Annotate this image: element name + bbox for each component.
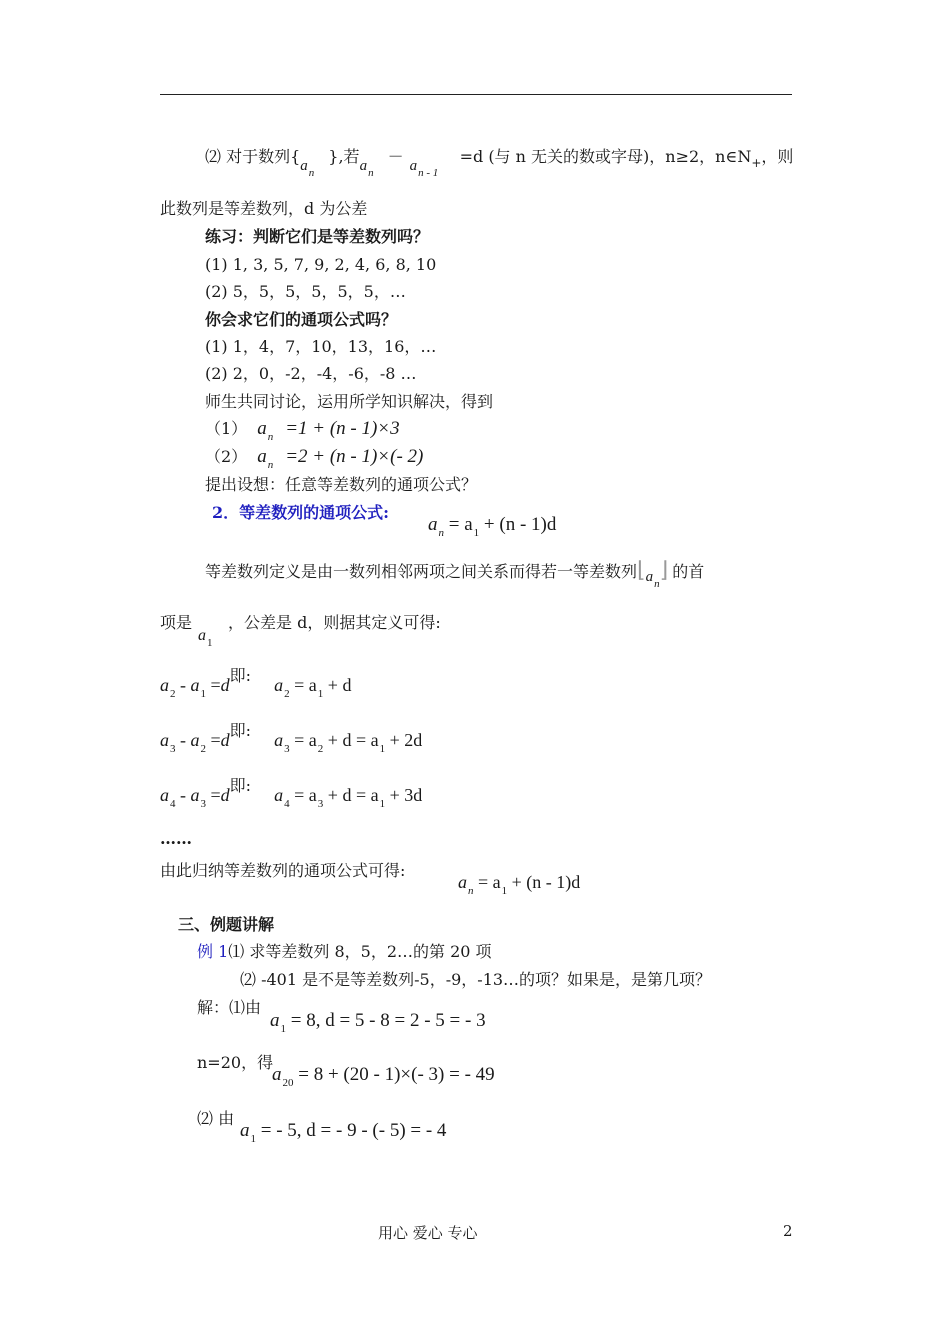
formula-item-2: (2) 2，0，-2，-4，-6，-8 …: [205, 364, 417, 383]
step-row-2: $a_3 - a_2 =d$即: $a_3 = a_2 + d = a_1 + 2d$: [160, 721, 423, 755]
formula-item-1: (1) 1，4，7，10，13，16，…: [205, 337, 437, 356]
ellipsis: ……: [160, 829, 192, 848]
solution-2-label: ⑵ 由: [197, 1109, 235, 1128]
example-1-question-1: 例 1⑴ 求等差数列 8，5，2…的第 20 项: [197, 942, 492, 961]
example-1-question-2: ⑵ -401 是不是等差数列-5，-9，-13…的项？如果是，是第几项？: [240, 970, 712, 989]
practice-item-2: (2) 5，5，5，5，5，5，…: [205, 282, 406, 301]
header-rule: [160, 94, 792, 95]
solution-equation-2: $a_{20} = 8 + (20 - 1)\times(-$ 3) = - 49: [272, 1064, 495, 1089]
answer-2: （2） $a_n =2 + (n - 1)\times(-$ 2): [205, 446, 424, 471]
solution-equation-3: $a_1$ = - 5, d = - 9 - (- 5) = - 4: [240, 1120, 447, 1145]
step-row-1: $a_2 - a_1 =d$即: $a_2 = a_1 + d$: [160, 666, 352, 700]
footer-motto: 用心 爱心 专心: [378, 1224, 478, 1242]
definition-line: ⑵ 对于数列$\{a_n\}$,若$a_n- a_{n - 1}=d$ (与 n 无关的数或字母)，n≥2，$n\in N_+$，则: [205, 147, 794, 179]
definition-paragraph-cont: 项是$a_1$，公差是 d，则据其定义可得:: [160, 613, 441, 649]
definition-paragraph: 等差数列定义是由一数列相邻两项之间关系而得若一等差数列$⌊a_n⌋$ 的首: [205, 557, 705, 590]
section-2-formula: $a_n = a_1 + (n - 1)d$: [428, 514, 557, 539]
solution-equation-1: $a_1 = 8$, d = 5 - 8 = 2 - 5 = - 3: [270, 1010, 486, 1035]
discussion-text: 师生共同讨论，运用所学知识解决，得到: [205, 392, 494, 411]
answer-1: （1） $a_n =1 + (n - 1)\times 3$: [205, 418, 400, 443]
page-number: 2: [783, 1222, 793, 1240]
conjecture-text: 提出设想：任意等差数列的通项公式？: [205, 475, 478, 494]
practice-title: 练习：判断它们是等差数列吗？: [205, 227, 430, 246]
solution-n20-label: n=20，得: [197, 1053, 274, 1072]
formula-question: 你会求它们的通项公式吗？: [205, 310, 398, 329]
practice-item-1: (1) 1, 3, 5, 7, 9, 2, 4, 6, 8, 10: [205, 255, 437, 274]
definition-cont: 此数列是等差数列，d 为公差: [160, 199, 368, 218]
induction-text: 由此归纳等差数列的通项公式可得:: [160, 861, 406, 880]
step-row-3: $a_4 - a_3 =d$即: $a_4 = a_3 + d = a_1 + 3d$: [160, 776, 423, 810]
solution-label: 解：⑴由: [197, 998, 262, 1017]
section-3-title: 三、例题讲解: [178, 915, 275, 934]
section-2-title: 2．等差数列的通项公式:: [212, 503, 390, 522]
induction-formula: $a_n = a_1 + (n - 1)d$: [458, 872, 581, 897]
